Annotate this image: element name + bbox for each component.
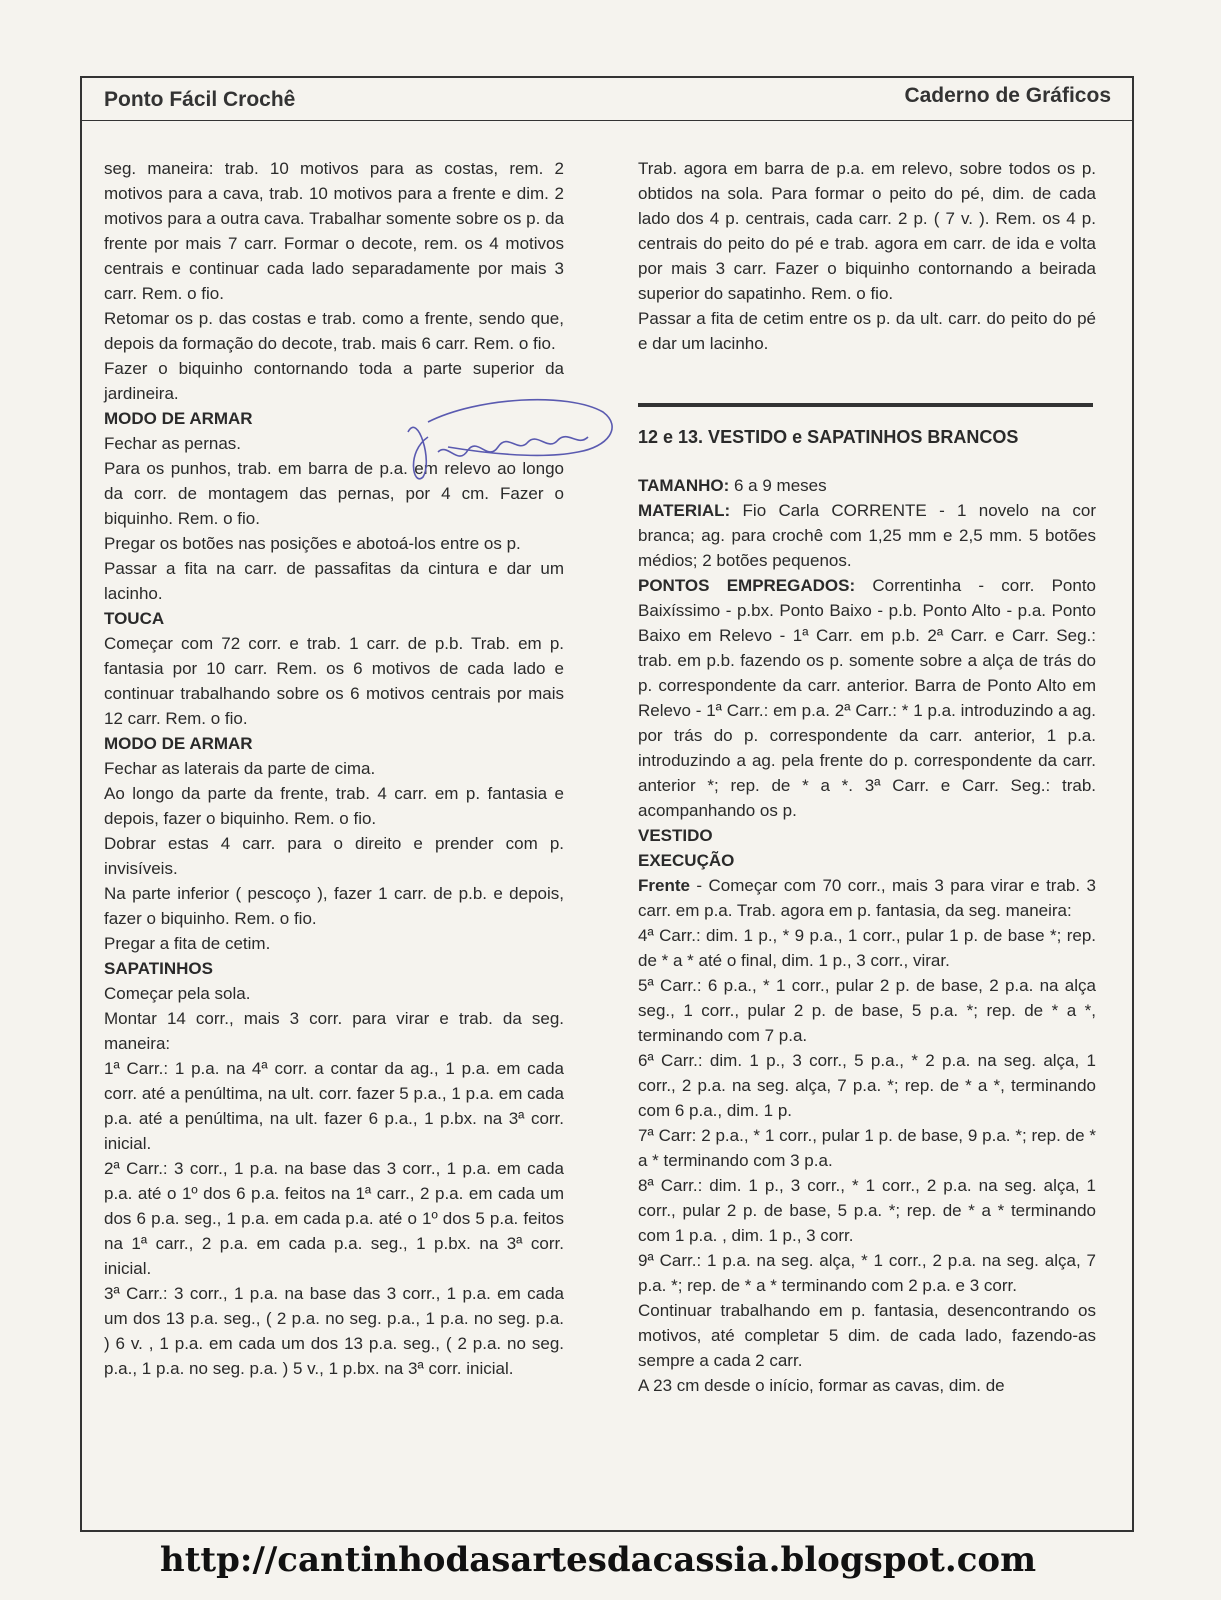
row-instruction: 8ª Carr.: dim. 1 p., 3 corr., * 1 corr., 2 p.a. na seg. alça, 1 corr., pular 2 p. de base, 5 p.a. *; rep. de * a * terminando com 1 p.a. , dim. 1 p., 3 corr.: [638, 1176, 1096, 1245]
material-value: Fio Carla CORRENTE - 1 novelo na cor branca; ag. para crochê com 1,25 mm e 2,5 mm. 5 botões médios; 2 botões pequenos.: [638, 501, 1096, 570]
left-paragraph: Pregar a fita de cetim.: [104, 934, 271, 953]
vestido-heading: VESTIDO: [638, 826, 713, 845]
magazine-title: Ponto Fácil Crochê: [104, 88, 296, 111]
row-instruction: 4ª Carr.: dim. 1 p., * 9 p.a., 1 corr., pular 1 p. de base *; rep. de * a * até o final, dim. 1 p., 3 corr., virar.: [638, 926, 1096, 970]
left-paragraph: Ao longo da parte da frente, trab. 4 carr. em p. fantasia e depois, fazer o biquinho. Rem. o fio.: [104, 784, 564, 828]
row-instruction: 6ª Carr.: dim. 1 p., 3 corr., 5 p.a., * 2 p.a. na seg. alça, 1 corr., 2 p.a. na seg. alça, 7 p.a. *; rep. de * a *, terminando com 6 p.a., dim. 1 p.: [638, 1051, 1096, 1120]
pontos: [638, 573, 1096, 823]
left-paragraph: Pregar os botões nas posições e abotoá-los entre os p.: [104, 534, 521, 553]
left-paragraph: Retomar os p. das costas e trab. como a frente, sendo que, depois da formação do decote, trab. mais 6 carr. Rem. o fio.: [104, 309, 564, 353]
material: [638, 498, 1096, 573]
row-instruction: 9ª Carr.: 1 p.a. na seg. alça, * 1 corr., 2 p.a. na seg. alça, 7 p.a. *; rep. de * a * terminando com 2 p.a. e 3 corr.: [638, 1251, 1096, 1295]
left-paragraph: 2ª Carr.: 3 corr., 1 p.a. na base das 3 corr., 1 p.a. em cada p.a. até o 1º dos 6 p.a. feitos na 1ª carr., 2 p.a. em cada um dos 6 p.a. seg., 1 p.a. em cada p.a. até o 1º dos 5 p.a. feitos na 1ª carr., 2 p.a. em cada p.a. seg., 1 p.bx. na 3ª corr. inicial.: [104, 1159, 564, 1278]
footer-url[interactable]: http://cantinhodasartesdacassia.blogspot.com: [160, 1540, 1037, 1580]
section-title: Caderno de Gráficos: [904, 84, 1111, 107]
left-paragraph: Passar a fita na carr. de passafitas da cintura e dar um lacinho.: [104, 559, 564, 603]
left-column: [104, 156, 564, 1381]
right-column-bottom: [638, 425, 1096, 1398]
left-paragraph: Dobrar estas 4 carr. para o direito e prender com p. invisíveis.: [104, 834, 564, 878]
tamanho-value: 6 a 9 meses: [729, 476, 827, 495]
left-paragraph: Fazer o biquinho contornando toda a parte superior da jardineira.: [104, 359, 564, 403]
row-instruction: 7ª Carr: 2 p.a., * 1 corr., pular 1 p. de base, 9 p.a. *; rep. de * a * terminando com 3 p.a.: [638, 1126, 1096, 1170]
left-paragraph: Fechar as pernas.: [104, 434, 242, 453]
left-paragraph: 3ª Carr.: 3 corr., 1 p.a. na base das 3 corr., 1 p.a. em cada um dos 13 p.a. seg., ( 2 p.a. no seg. p.a., 1 p.a. no seg. p.a. ) 6 v. , 1 p.a. em cada um dos 13 p.a. seg., ( 2 p.a. no seg. p.a., 1 p.a. no seg. p.a. ) 5 v., 1 p.bx. na 3ª corr. inicial.: [104, 1284, 564, 1378]
right-top-paragraph: Trab. agora em barra de p.a. em relevo, sobre todos os p. obtidos na sola. Para formar o peito do pé, dim. de cada lado dos 4 p. centrais, cada carr. 2 p. ( 7 v. ). Rem. os 4 p. centrais do peito do pé e trab. agora em carr. de ida e volta por mais 3 carr. Fazer o biquinho contornando a beirada superior do sapatinho. Rem. o fio.: [638, 159, 1096, 303]
frente: [638, 873, 1096, 923]
pontos-label: PONTOS EMPREGADOS:: [638, 576, 856, 595]
right-top-paragraph: Passar a fita de cetim entre os p. da ult. carr. do peito do pé e dar um lacinho.: [638, 309, 1096, 353]
right-column-top: [638, 156, 1096, 356]
left-heading: TOUCA: [104, 609, 165, 628]
pontos-value: Correntinha - corr. Ponto Baixíssimo - p.bx. Ponto Baixo - p.b. Ponto Alto - p.a. Ponto Baixo em Relevo - 1ª Carr. em p.b. 2ª Carr. e Carr. Seg.: trab. em p.b. fazendo os p. somente sobre a alça de trás do p. correspondente da carr. anterior. Barra de Ponto Alto em Relevo - 1ª Carr.: em p.a. 2ª Carr.: * 1 p.a. introduzindo a ag. por trás do p. correspondente da carr. anterior, 1 p.a. introduzindo a ag. pela frente do p. correspondente da carr. anterior *; rep. de * a *. 3ª Carr. e Carr. Seg.: trab. acompanhando os p.: [638, 576, 1096, 820]
header-rule: [80, 120, 1134, 121]
frente-label: Frente: [638, 876, 690, 895]
handwritten-signature: [388, 392, 618, 492]
left-heading: MODO DE ARMAR: [104, 734, 253, 753]
left-paragraph: Na parte inferior ( pescoço ), fazer 1 carr. de p.b. e depois, fazer o biquinho. Rem. o fio.: [104, 884, 564, 928]
left-paragraph: Começar com 72 corr. e trab. 1 carr. de p.b. Trab. em p. fantasia por 10 carr. Rem. os 6 motivos de cada lado e continuar trabalhando sobre os 6 motivos centrais por mais 12 carr. Rem. o fio.: [104, 634, 564, 728]
left-paragraph: Montar 14 corr., mais 3 corr. para virar e trab. da seg. maneira:: [104, 1009, 564, 1053]
section-divider: [638, 403, 1093, 407]
left-paragraph: Fechar as laterais da parte de cima.: [104, 759, 376, 778]
tamanho-label: TAMANHO:: [638, 476, 730, 495]
material-label: MATERIAL:: [638, 501, 731, 520]
left-paragraph: seg. maneira: trab. 10 motivos para as costas, rem. 2 motivos para a cava, trab. 10 motivos para a frente e dim. 2 motivos para a outra cava. Trabalhar somente sobre os p. da frente por mais 7 carr. Formar o decote, rem. os 4 motivos centrais e continuar cada lado separadamente por mais 3 carr. Rem. o fio.: [104, 159, 564, 303]
left-paragraph: Para os punhos, trab. em barra de p.a. em relevo ao longo da corr. de montagem das pernas, por 4 cm. Fazer o biquinho. Rem. o fio.: [104, 459, 564, 528]
pattern-title: 12 e 13. VESTIDO e SAPATINHOS BRANCOS: [638, 427, 1019, 447]
row-instructions: [638, 923, 1096, 1398]
frente-value: - Começar com 70 corr., mais 3 para virar e trab. 3 carr. em p.a. Trab. agora em p. fantasia, da seg. maneira:: [638, 876, 1096, 920]
left-paragraph: Começar pela sola.: [104, 984, 251, 1003]
row-instruction: 5ª Carr.: 6 p.a., * 1 corr., pular 2 p. de base, 2 p.a. na alça seg., 1 corr., pular 2 p. de base, 5 p.a. *; rep. de * a *, terminando com 7 p.a.: [638, 976, 1096, 1045]
left-paragraph: 1ª Carr.: 1 p.a. na 4ª corr. a contar da ag., 1 p.a. em cada corr. até a penúltima, na ult. corr. fazer 5 p.a., 1 p.a. em cada p.a. até a penúltima, na ult. fazer 6 p.a., 1 p.bx. na 3ª corr. inicial.: [104, 1059, 564, 1153]
left-heading: MODO DE ARMAR: [104, 409, 253, 428]
left-heading: SAPATINHOS: [104, 959, 213, 978]
row-instruction: A 23 cm desde o início, formar as cavas, dim. de: [638, 1376, 1005, 1395]
tamanho: [638, 473, 1096, 498]
execucao-heading: EXECUÇÃO: [638, 851, 735, 870]
row-instruction: Continuar trabalhando em p. fantasia, desencontrando os motivos, até completar 5 dim. de cada lado, fazendo-as sempre a cada 2 carr.: [638, 1301, 1096, 1370]
